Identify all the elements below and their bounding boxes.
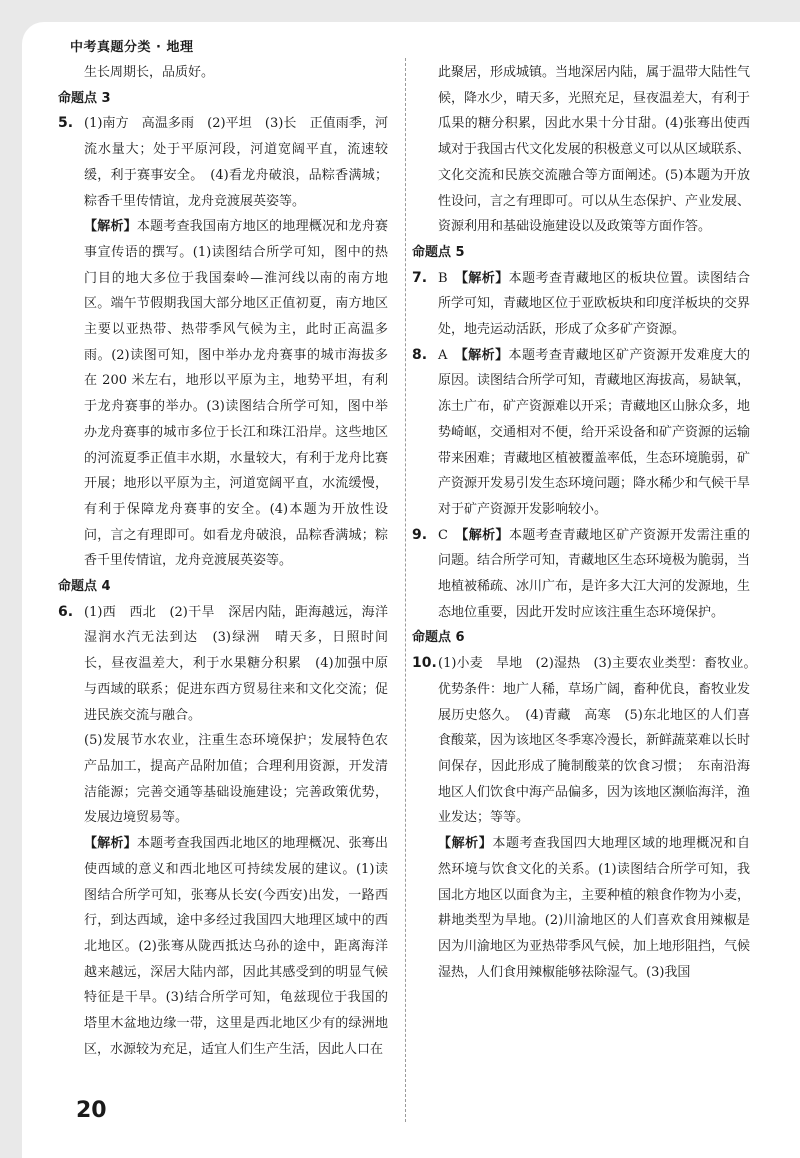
analysis-body: 本题考查我国南方地区的地理概况和龙舟赛事宣传语的撰写。(1)读图结合所学可知，图中的热门目的地大多位于我国秦岭—淮河线以南的南方地区。端午节假期我国大部分地区正值初夏，南方地区主要以亚热带、热带季风气候为主，此时正高温多雨。(2)读图可知，图中举办龙舟赛事的城市海拔多在 200 米左右，地形以平原为主，地势平坦，有利于龙舟赛事的举办。(3)读图结合所学可知，图中举办龙舟赛事的城市多位于长江和珠江沿岸。这些地区的河流夏季正值丰水期，水量较大，有利于龙舟比赛开展；地形以平原为主，河道宽阔平直，水流缓慢，有利于保障龙舟赛事的安全。(4)本题为开放性设问，言之有理即可。如看龙舟破浪，品粽香满城；粽香千里传情谊，龙舟竞渡展英姿等。 <box>84 219 388 569</box>
question-7 <box>412 266 750 343</box>
analysis-body: 本题考查青藏地区矿产资源开发难度大的原因。读图结合所学可知，青藏地区海拔高，易缺氧，冻土广布，矿产资源难以开采；青藏地区山脉众多，地势崎岖，交通相对不便，给开采设备和矿产资源的运输带来困难；青藏地区植被覆盖率低，生态环境脆弱，矿产资源开发易引发生态环境问题；降水稀少和气候干旱对于矿产资源开发影响较小。 <box>438 347 751 517</box>
analysis-body: 本题考查我国四大地理区域的地理概况和自然环境与饮食文化的关系。(1)读图结合所学可知，我国北方地区以面食为主，主要种植的粮食作物为小麦，耕地类型为旱地。(2)川渝地区的人们喜欢食用辣椒是因为川渝地区为亚热带季风气候，加上地形阻挡，气候湿热，人们食用辣椒能够祛除湿气。(3)我国 <box>438 836 751 980</box>
analysis-body: 本题考查青藏地区的板块位置。读图结合所学可知，青藏地区位于亚欧板块和印度洋板块的交界处，地壳运动活跃，形成了众多矿产资源。 <box>438 270 751 338</box>
answer-text: (1)西 西北 (2)干旱 深居内陆，距海越远，海洋湿润水汽无法到达 (3)绿洲 晴天多，日照时间长，昼夜温差大，利于水果糖分积累 (4)加强中原与西域的联系；促进东西方贸易往来和文化交流；促进民族交流与融合。 <box>84 604 388 723</box>
answer-page <box>22 22 800 1158</box>
question-number: 9. <box>412 526 428 543</box>
question-5 <box>58 111 388 574</box>
right-column <box>412 60 764 985</box>
section-heading-3: 命题点 3 <box>58 90 111 106</box>
question-number: 6. <box>58 603 74 620</box>
question-number: 7. <box>412 269 428 286</box>
analysis-text <box>84 214 388 574</box>
analysis-tag: 【解析】 <box>438 836 493 852</box>
question-9 <box>412 523 750 626</box>
answer-text-part2: (5)发展节水农业，注重生态环境保护；发展特色农产品加工，提高产品附加值；合理利用资源，开发清洁能源；完善交通等基础设施建设；完善政策优势，发展边境贸易等。 <box>84 733 388 826</box>
answer-choice: B <box>438 270 448 286</box>
question-10 <box>412 651 764 985</box>
analysis-body: 本题考查我国西北地区的地理概况、张骞出使西域的意义和西北地区可持续发展的建议。(1)读图结合所学可知，张骞从长安(今西安)出发，一路西行，到达西域，途中多经过我国四大地理区域中的西北地区。(2)张骞从陇西抵达乌孙的途中，距离海洋越来越远，深居大陆内部，因此其感受到的明显气候特征是干旱。(3)结合所学可知，龟兹现位于我国的塔里木盆地边缘一带，这里是西北地区少有的绿洲地区，水源较为充足，适宜人们生产生活，因此人口在 <box>84 836 388 1057</box>
continued-text: 生长周期长，品质好。 <box>84 65 215 80</box>
page-number: 20 <box>76 1098 107 1123</box>
section-heading-6: 命题点 6 <box>412 630 465 646</box>
analysis-tag: 【解析】 <box>84 836 137 852</box>
question-number: 5. <box>58 115 74 132</box>
analysis-tag: 【解析】 <box>461 270 509 286</box>
section-heading-4: 命题点 4 <box>58 579 111 595</box>
question-6 <box>58 600 388 1063</box>
analysis-text <box>438 831 750 985</box>
analysis-body: 本题考查青藏地区矿产资源开发需注重的问题。结合所学可知，青藏地区生态环境极为脆弱，当地植被稀疏、冰川广布，是许多大江大河的发源地，生态地位重要，因此开发时应该注重生态环境保护。 <box>438 527 751 620</box>
analysis-tag: 【解析】 <box>461 527 509 543</box>
section-heading-5: 命题点 5 <box>412 244 465 260</box>
left-column <box>58 60 388 1062</box>
question-number: 8. <box>412 346 428 363</box>
page-header: 中考真题分类 · 地理 <box>70 40 194 55</box>
question-8 <box>412 343 750 523</box>
answer-text <box>438 266 750 343</box>
answer-text <box>438 343 750 523</box>
answer-text: (1)小麦 旱地 (2)湿热 (3)主要农业类型：畜牧业。 优势条件：地广人稀，草场广阔，畜种优良，畜牧业发展历史悠久。 (4)青藏 高寒 (5)东北地区的人们喜食酸菜，因为该地区冬季寒冷漫长，新鲜蔬菜难以长时间保存，因此形成了腌制酸菜的饮食习惯； 东南沿海地区人们饮食中海产品偏多，因为该地区濒临海洋，渔业发达；等等。 <box>438 656 764 826</box>
analysis-text <box>84 831 388 1062</box>
column-divider <box>405 58 406 1122</box>
analysis-tag: 【解析】 <box>461 347 509 363</box>
question-number: 10. <box>412 655 437 672</box>
analysis-tag: 【解析】 <box>84 219 137 235</box>
answer-text: (1)南方 高温多雨 (2)平坦 (3)长 正值雨季，河流水量大；处于平原河段，河道宽阔平直，流速较缓，利于赛事安全。 (4)看龙舟破浪，品粽香满城；粽香千里传情谊，龙舟竞渡展英姿等。 <box>84 116 388 209</box>
continued-text: 此聚居，形成城镇。当地深居内陆，属于温带大陆性气候，降水少，晴天多，光照充足，昼夜温差大，有利于瓜果的糖分积累，因此水果十分甘甜。(4)张骞出使西域对于我国古代文化发展的积极意义可以从区域联系、文化交流和民族交流融合等方面阐述。(5)本题为开放性设问，言之有理即可。可以从生态保护、产业发展、资源利用和基础设施建设以及政策等方面作答。 <box>438 65 751 235</box>
answer-text <box>438 523 750 626</box>
answer-choice: C <box>438 527 448 543</box>
answer-choice: A <box>438 347 448 363</box>
